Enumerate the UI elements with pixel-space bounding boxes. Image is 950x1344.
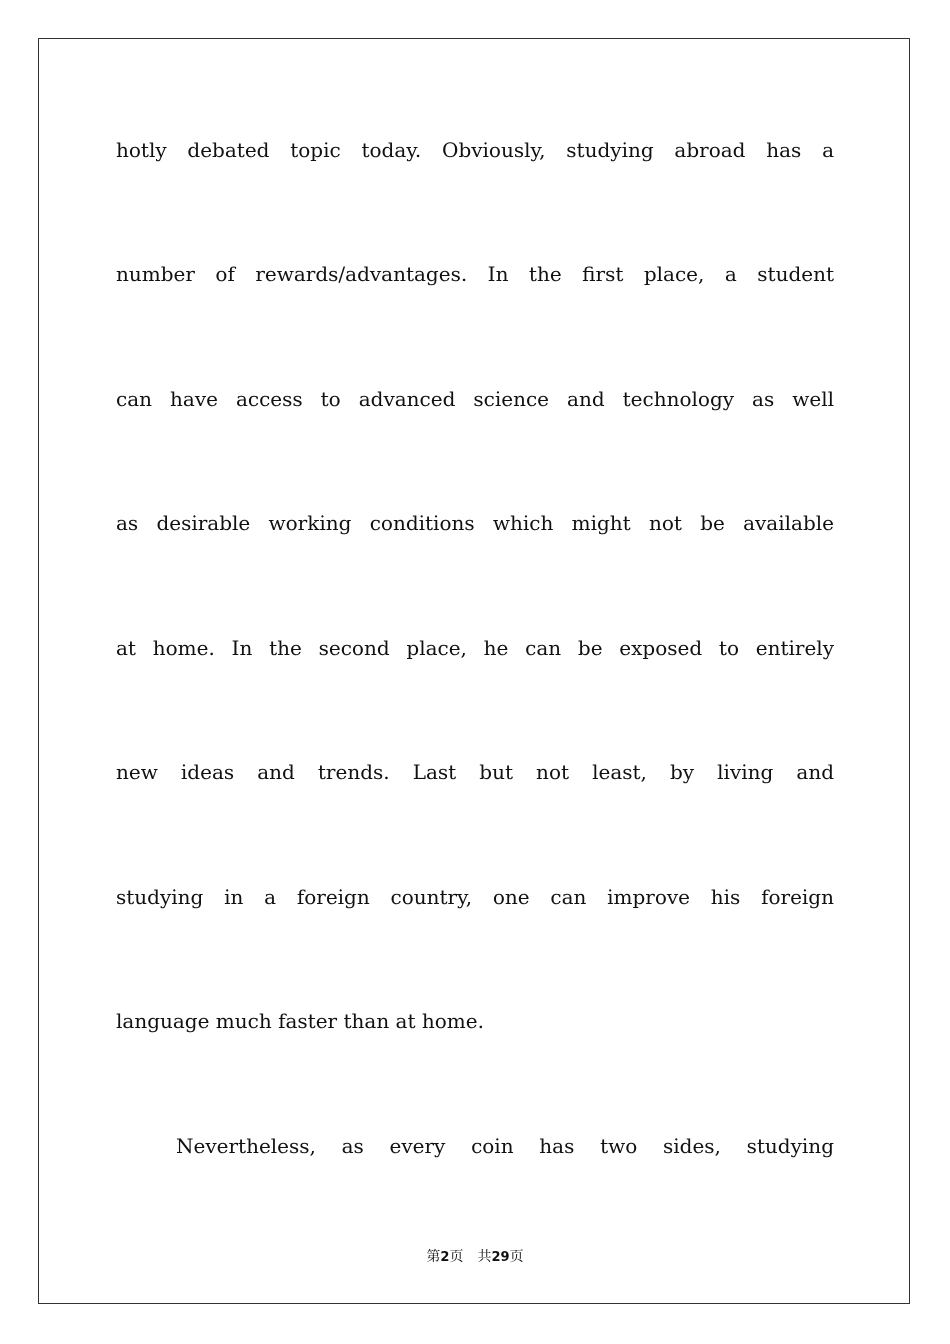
page-frame — [38, 38, 910, 1304]
page-number: 2 — [440, 1250, 450, 1265]
text-line: studying in a foreign country, one can improve his foreign — [116, 885, 834, 909]
text-line: at home. In the second place, he can be exposed to entirely — [116, 636, 834, 660]
total-prefix: 共 — [477, 1249, 492, 1265]
text-line: new ideas and trends. Last but not least, by living and — [116, 760, 834, 784]
total-suffix: 页 — [509, 1249, 524, 1265]
page-prefix: 第 — [426, 1249, 441, 1265]
page-suffix: 页 — [449, 1249, 464, 1265]
text-line: number of rewards/advantages. In the first place, a student — [116, 262, 834, 286]
page-footer — [0, 1246, 950, 1266]
text-line: Nevertheless, as every coin has two sides, studying — [176, 1134, 834, 1158]
text-line: can have access to advanced science and technology as well — [116, 387, 834, 411]
text-line: as desirable working conditions which might not be available — [116, 511, 834, 535]
text-line: hotly debated topic today. Obviously, studying abroad has a — [116, 138, 834, 162]
text-line: language much faster than at home. — [116, 1009, 484, 1033]
total-pages: 29 — [491, 1250, 510, 1265]
